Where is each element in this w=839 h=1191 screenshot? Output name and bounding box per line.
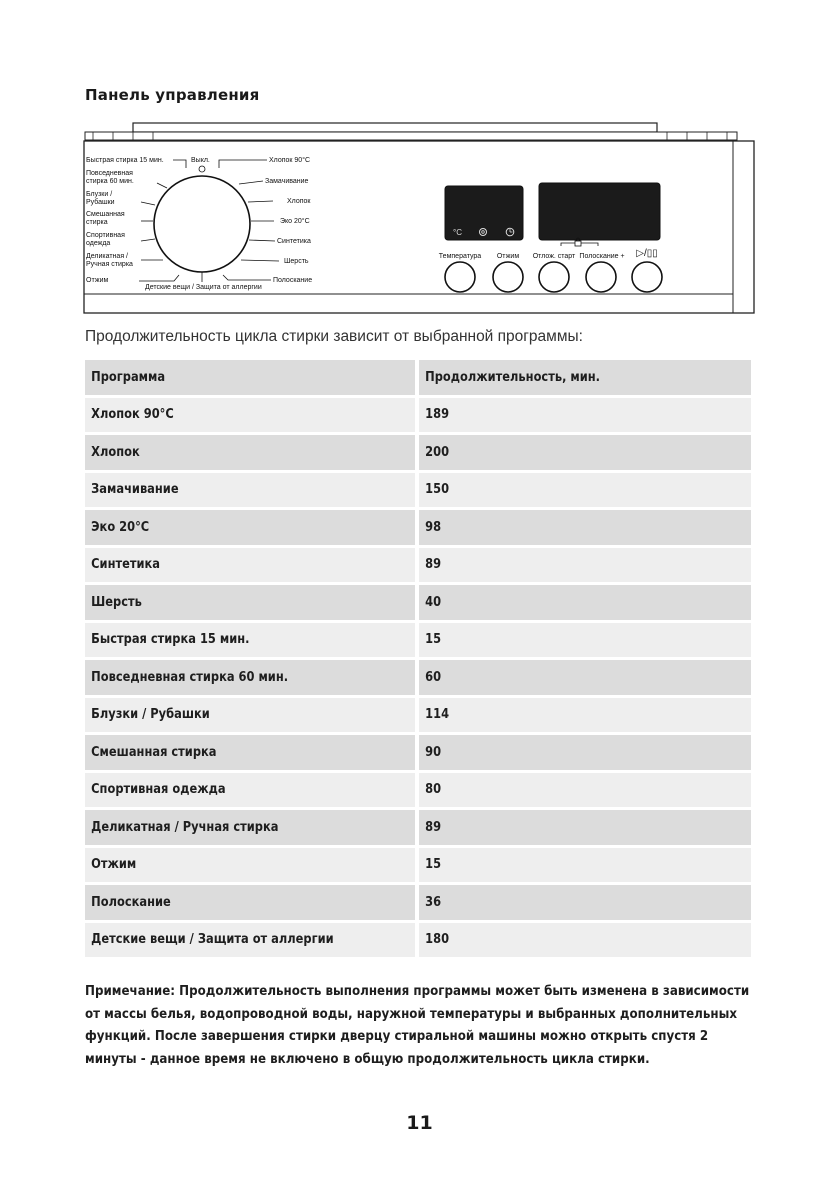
table-cell-program: Хлопок 90°C [91,407,174,423]
dial-label-sport: Спортивная одежда [86,232,125,247]
delay-start-button-circle[interactable] [539,262,569,292]
table-cell-duration: 114 [425,707,450,723]
table-cell-program: Синтетика [91,557,161,573]
table-cell-program: Эко 20°C [91,519,150,535]
dial-label-wool: Шерсть [284,258,309,265]
table-cell-program: Блузки / Рубашки [91,707,210,723]
intro-text: Продолжительность цикла стирки зависит от выбранной программы: [85,328,583,345]
table-row [85,923,751,958]
table-cell-duration: 180 [425,932,450,948]
section-title: Панель управления [85,86,260,104]
table-cell-duration: 89 [425,819,442,835]
table-row [85,698,751,733]
note-text: Примечание: Продолжительность выполнения программы может быть изменена в зависимости от массы белья, водопроводной воды, наружной температуры и выбранных дополнительных функций. После завершения стирки дверцу стиральной машины можно открыть спустя 2 минуты - данное время не включено в общую продолжительность цикла стирки. [85,983,750,1067]
svg-text:°C: °C [453,228,462,237]
table-header-program: Программа [91,369,166,385]
table-row [85,435,751,470]
table-cell-program: Деликатная / Ручная стирка [91,819,279,835]
table-cell-program: Смешанная стирка [91,744,217,760]
button-label-temperature: Температура [438,253,482,260]
button-label-extra-rinse: Полоскание + [579,253,625,260]
table-row [85,510,751,545]
dial-label-cotton: Хлопок [287,198,311,205]
dial-label-rinse: Полоскание [273,277,313,284]
spin-button-circle[interactable] [493,262,523,292]
table-row [85,848,751,883]
start-pause-button-circle[interactable] [632,262,662,292]
control-panel-illustration [83,120,757,316]
temperature-icon [453,228,462,237]
dial-label-eco-20: Эко 20°C [280,218,310,225]
table-row [85,548,751,583]
table-cell-duration: 60 [425,669,442,685]
dial-label-synthetics: Синтетика [277,238,311,245]
dial-label-cotton-90: Хлопок 90°C [269,157,311,164]
dial-label-mixed: Смешанная стирка [86,211,125,226]
table-cell-duration: 80 [425,782,442,798]
table-cell-program: Замачивание [91,482,179,498]
button-label-delay-start: Отлож. старт [532,253,576,260]
dial-label-delicate: Деликатная / Ручная стирка [86,253,133,268]
dial-label-off: Выкл. [191,157,210,164]
table-row [85,398,751,433]
table-row [85,473,751,508]
table-cell-program: Детские вещи / Защита от аллергии [91,932,334,948]
table-header-row [85,360,751,395]
table-cell-program: Повседневная стирка 60 мин. [91,669,289,685]
extra-rinse-button-circle[interactable] [586,262,616,292]
table-row [85,660,751,695]
dial-label-kids-allergy: Детские вещи / Защита от аллергии [145,284,262,291]
table-cell-duration: 189 [425,407,450,423]
table-cell-duration: 200 [425,444,450,460]
table-cell-duration: 15 [425,857,442,873]
page-number: 11 [406,1112,433,1134]
table-row [85,810,751,845]
dial-label-soak: Замачивание [265,178,309,185]
temperature-button-circle[interactable] [445,262,475,292]
dial-label-spin: Отжим [86,277,109,284]
table-cell-program: Хлопок [91,444,140,460]
table-row [85,623,751,658]
dial-label-blouses: Блузки / Рубашки [86,191,115,206]
dial-label-quick-15: Быстрая стирка 15 мин. [86,157,164,164]
table-row [85,885,751,920]
table-row [85,585,751,620]
table-cell-duration: 40 [425,594,442,610]
table-cell-duration: 98 [425,519,442,535]
dial-label-daily-60: Повседневная стирка 60 мин. [86,170,134,185]
table-header-duration: Продолжительность, мин. [425,369,601,385]
table-cell-program: Шерсть [91,594,142,610]
button-label-spin: Отжим [496,253,520,260]
program-duration-table [85,360,751,960]
table-cell-duration: 15 [425,632,442,648]
button-label-start-pause: ▷/▯▯ [636,248,658,259]
table-cell-duration: 36 [425,894,442,910]
table-cell-program: Полоскание [91,894,171,910]
table-row [85,735,751,770]
table-cell-program: Спортивная одежда [91,782,226,798]
table-cell-program: Отжим [91,857,137,873]
table-cell-duration: 150 [425,482,450,498]
table-cell-duration: 90 [425,744,442,760]
table-row [85,773,751,808]
table-cell-duration: 89 [425,557,442,573]
table-cell-program: Быстрая стирка 15 мин. [91,632,250,648]
